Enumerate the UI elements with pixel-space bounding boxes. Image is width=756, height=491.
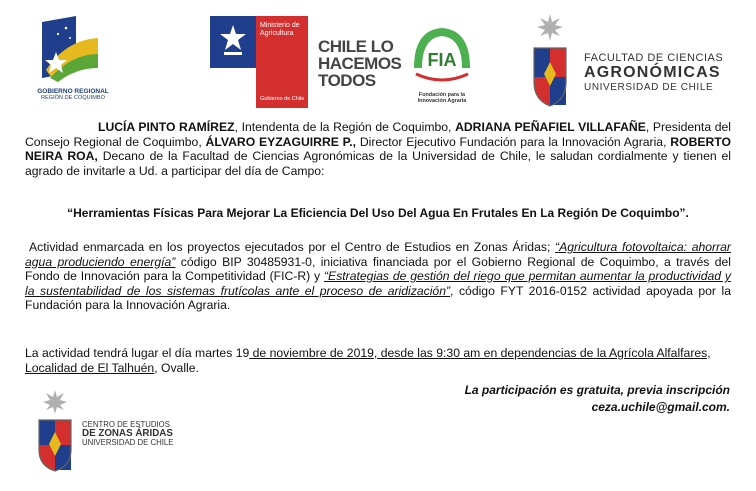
gore-emblem-icon <box>36 12 104 86</box>
activity-part1: Actividad enmarcada en los proyectos ejecutados por el Centro de Estudios en Zonas Áridas; <box>29 240 556 254</box>
intendenta-name: LUCÍA PINTO RAMÍREZ <box>98 120 235 134</box>
intro-text <box>25 120 731 178</box>
decano-role: Decano de la Facultad de Ciencias Agronómicas de la Universidad de Chile, le saludan cordialmente y tienen el agrado de invitarle a Ud. a participar del día de Campo: <box>25 149 731 178</box>
facultad-line3: UNIVERSIDAD DE CHILE <box>584 82 714 93</box>
ceza-shield-icon <box>35 388 75 472</box>
fia-subtitle: Fundación para la Innovación Agraria <box>417 92 467 104</box>
director-role: Director Ejecutivo Fundación para la Innovación Agraria, <box>356 134 671 149</box>
gore-line1: GOBIERNO REGIONAL <box>37 88 109 95</box>
fia-acronym: FIA <box>427 50 457 70</box>
event-title: “Herramientas Físicas Para Mejorar La Eficiencia Del Uso Del Agua En Frutales En La Región De Coquimbo”. <box>67 206 689 220</box>
activity-part3: , código FYT 2016-0152 actividad apoyada por la Fundación para la Innovación Agraria. <box>25 283 731 312</box>
presidenta-role: , Presidenta del Consejo Regional de Coquimbo, <box>25 120 731 149</box>
gobierno-de-chile-label: Gobierno de Chile <box>260 96 305 102</box>
activity-text <box>25 240 731 313</box>
facultad-agronomicas-text <box>584 52 754 93</box>
place-part1: La actividad tendrá lugar el día martes 19 <box>25 346 250 360</box>
fia-leaf-icon <box>410 22 474 90</box>
slogan-line2: HACEMOS <box>318 54 402 73</box>
facultad-line1: FACULTAD DE CIENCIAS <box>584 52 724 64</box>
project2-title: “Estrategias de gestión del riego que permitan aumentar la productividad y la sustentabilidad de los sistemas frutícolas ante el proceso de aridización” <box>25 269 731 298</box>
invitation-intro <box>25 120 731 178</box>
presidenta-name: ADRIANA PEÑAFIEL VILLAFAÑE <box>455 120 646 134</box>
ministerio-agricultura-logo <box>210 16 308 108</box>
ministerio-label: Ministerio de Agricultura <box>260 22 300 37</box>
decano-name: ROBERTO NEIRA ROA, <box>25 134 731 163</box>
director-name: ÁLVARO EYZAGUIRRE P., <box>205 134 357 149</box>
ceza-line2: DE ZONAS ÁRIDAS <box>82 428 173 439</box>
slogan-line3: TODOS <box>318 71 376 90</box>
uchile-shield-icon <box>530 12 570 110</box>
place-part2: , Ovalle. <box>154 360 199 375</box>
gore-coquimbo-logo <box>36 12 109 108</box>
slogan-line1: CHILE LO <box>318 37 394 56</box>
free-participation: La participación es gratuita, previa inscripción <box>464 383 730 397</box>
ceza-text <box>82 420 192 447</box>
facultad-line2: AGRONÓMICAS <box>584 64 721 81</box>
date-and-place: de noviembre de 2019, desde las 9:30 am en dependencias de la Agrícola Alfalfares, Localidad de El Talhuén <box>25 346 711 375</box>
intendenta-role: , Intendenta de la Región de Coquimbo, <box>234 120 456 134</box>
chile-lo-hacemos-todos-logo <box>318 38 402 89</box>
uchile-shield-logo <box>530 12 570 110</box>
gore-line2: REGIÓN DE COQUIMBO <box>40 95 106 101</box>
activity-part2: código BIP 30485931-0, iniciativa financiada por el Gobierno Regional de Coquimbo, a través del Fondo de Innovación para la Competitividad (FIC-R) y <box>25 254 731 283</box>
chile-coat-of-arms-icon <box>218 24 248 58</box>
ceza-line3: UNIVERSIDAD DE CHILE <box>82 438 174 447</box>
project1-title: “Agricultura fotovoltaica: ahorrar agua produciendo energía” <box>25 240 731 269</box>
logo-strip <box>0 10 756 112</box>
gore-logo-text <box>36 88 110 102</box>
place-paragraph <box>25 346 731 375</box>
contact-email[interactable]: ceza.uchile@gmail.com. <box>591 400 730 414</box>
activity-paragraph <box>25 240 731 313</box>
ceza-line1: CENTRO DE ESTUDIOS <box>82 420 170 429</box>
fia-logo <box>410 22 474 108</box>
